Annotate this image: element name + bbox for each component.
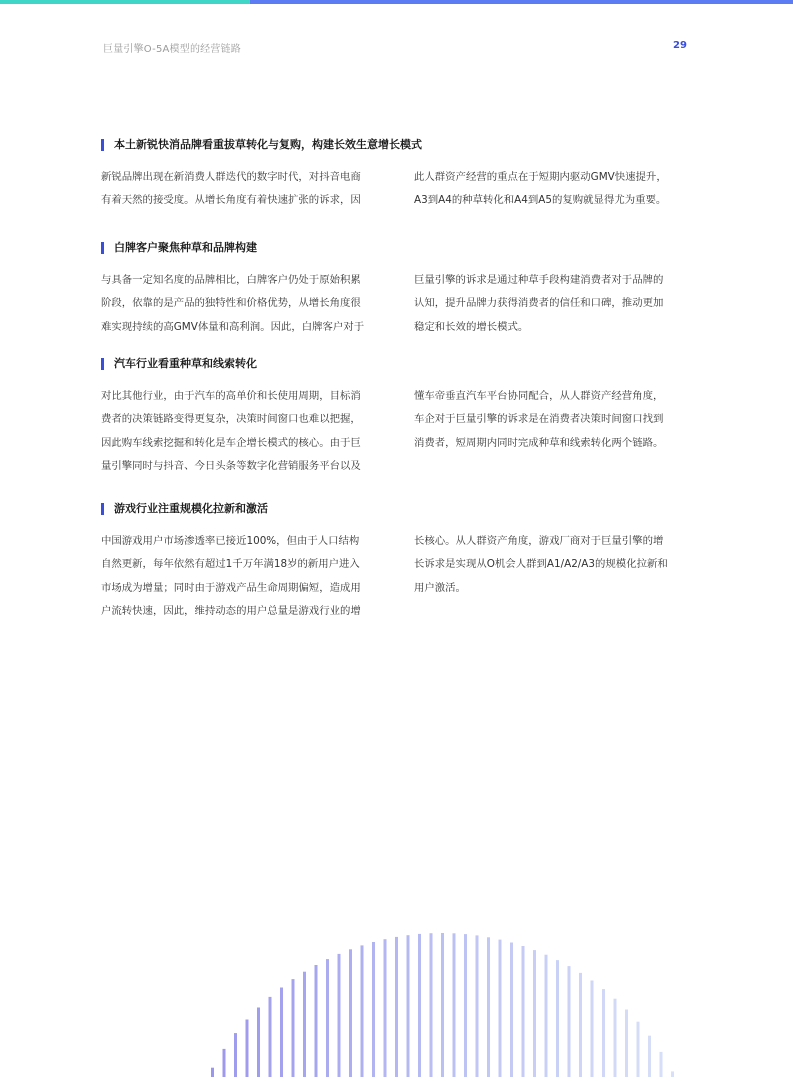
text-line: 难实现持续的高GMV体量和高利润。因此，白牌客户对于 [101, 320, 365, 333]
paragraph-right-column [414, 269, 692, 339]
decorative-stripe [660, 1052, 663, 1077]
paragraph-left-column [101, 166, 383, 213]
text-line: 车企对于巨量引擎的诉求是在消费者决策时间窗口找到 [414, 413, 664, 426]
section-new-brands [101, 138, 691, 207]
decorative-stripe [671, 1071, 674, 1077]
section-heading-text: 白牌客户聚焦种草和品牌构建 [114, 241, 257, 254]
text-line: 自然更新，每年依然有超过1千万年满18岁的新用户进入 [101, 558, 360, 571]
decorative-stripe [476, 935, 479, 1077]
decorative-stripe [602, 989, 605, 1077]
running-header-title: 巨量引擎O-5A模型的经营链路 [103, 44, 241, 55]
text-line: 因此购车线索挖掘和转化是车企增长模式的核心。由于巨 [101, 436, 361, 449]
text-line: 市场成为增量；同时由于游戏产品生命周期偏短，造成用 [101, 581, 361, 594]
decorative-stripe [556, 960, 559, 1077]
decorative-stripe [223, 1049, 226, 1077]
section-heading [101, 138, 691, 152]
decorative-stripe [280, 988, 283, 1078]
text-line: 阶段，依靠的是产品的独特性和价格优势，从增长角度很 [101, 297, 361, 310]
decorative-stripe [384, 939, 387, 1077]
decorative-stripe [303, 972, 306, 1077]
text-line: 对比其他行业，由于汽车的高单价和长使用周期，目标消 [101, 390, 361, 402]
text-line: 与具备一定知名度的品牌相比，白牌客户仍处于原始积累 [101, 274, 361, 286]
decorative-stripe [625, 1010, 628, 1078]
decorative-stripe [648, 1036, 651, 1077]
decorative-stripe [211, 1068, 214, 1077]
decorative-stripe [453, 933, 456, 1077]
section-gaming [101, 502, 691, 617]
decorative-stripe [246, 1020, 249, 1078]
decorative-stripe [533, 950, 536, 1077]
decorative-stripe [637, 1022, 640, 1077]
section-heading-text: 游戏行业注重规模化拉新和激活 [114, 502, 268, 515]
decorative-stripe [234, 1033, 237, 1077]
text-line: 稳定和长效的增长模式。 [414, 320, 529, 333]
section-automotive [101, 357, 691, 472]
paragraph-right-column [414, 166, 692, 213]
decorative-stripe [441, 933, 444, 1077]
decorative-stripe [407, 935, 410, 1077]
paragraph-right-column [414, 385, 692, 455]
section-heading [101, 357, 691, 371]
paragraph-left-column [101, 269, 383, 339]
decorative-stripe [292, 979, 295, 1077]
section-heading-text: 本土新锐快消品牌看重拔草转化与复购，构建长效生意增长模式 [114, 138, 422, 151]
text-line: 此人群资产经营的重点在于短期内驱动GMV快速提升， [414, 171, 667, 183]
decorative-stripe [568, 966, 571, 1077]
paragraph-left-column [101, 530, 383, 623]
decorative-stripe-arc [0, 920, 793, 1077]
decorative-stripe [257, 1008, 260, 1078]
text-line: 费者的决策链路变得更复杂，决策时间窗口也难以把握， [101, 413, 361, 426]
decorative-stripe [510, 943, 513, 1078]
decorative-stripe [418, 934, 421, 1077]
decorative-stripe [487, 937, 490, 1077]
text-line: 巨量引擎的诉求是通过种草手段构建消费者对于品牌的 [414, 274, 664, 286]
text-line: 中国游戏用户市场渗透率已接近100%，但由于人口结构 [101, 535, 360, 547]
decorative-stripe [499, 940, 502, 1077]
section-heading [101, 241, 691, 255]
heading-accent-bar [101, 139, 104, 151]
decorative-stripe [430, 933, 433, 1077]
decorative-stripe [361, 945, 364, 1077]
heading-accent-bar [101, 503, 104, 515]
page-number: 29 [673, 40, 687, 51]
stripe-arc-graphic [0, 920, 793, 1077]
decorative-stripe [349, 949, 352, 1077]
decorative-stripe [545, 955, 548, 1077]
section-heading-text: 汽车行业看重种草和线索转化 [114, 357, 257, 370]
decorative-stripe [614, 999, 617, 1077]
section-white-label [101, 241, 691, 333]
decorative-stripe [522, 946, 525, 1077]
decorative-stripe [269, 997, 272, 1077]
text-line: 新锐品牌出现在新消费人群迭代的数字时代，对抖音电商 [101, 171, 361, 183]
heading-accent-bar [101, 242, 104, 254]
text-line: 量引擎同时与抖音、今日头条等数字化营销服务平台以及 [101, 459, 361, 472]
decorative-stripe [591, 981, 594, 1078]
decorative-stripe [464, 934, 467, 1077]
text-line: 认知，提升品牌力获得消费者的信任和口碑，推动更加 [414, 297, 664, 310]
top-accent-bar [0, 0, 793, 4]
decorative-stripe [315, 965, 318, 1077]
text-line: 有着天然的接受度。从增长角度有着快速扩张的诉求，因 [101, 194, 361, 207]
decorative-stripe [326, 959, 329, 1077]
top-bar-teal-segment [0, 0, 250, 4]
text-line: A3到A4的种草转化和A4到A5的复购就显得尤为重要。 [414, 194, 667, 207]
paragraph-left-column [101, 385, 383, 478]
text-line: 用户激活。 [414, 581, 466, 594]
text-line: 懂车帝垂直汽车平台协同配合，从人群资产经营角度， [414, 390, 664, 402]
decorative-stripe [395, 937, 398, 1077]
section-heading [101, 502, 691, 516]
decorative-stripe [338, 954, 341, 1077]
heading-accent-bar [101, 358, 104, 370]
text-line: 长诉求是实现从O机会人群到A1/A2/A3的规模化拉新和 [414, 558, 668, 571]
text-line: 消费者，短周期内同时完成种草和线索转化两个链路。 [414, 436, 664, 449]
text-line: 长核心。从人群资产角度，游戏厂商对于巨量引擎的增 [414, 535, 664, 547]
decorative-stripe [579, 973, 582, 1077]
decorative-stripe [372, 942, 375, 1077]
text-line: 户流转快速，因此，维持动态的用户总量是游戏行业的增 [101, 604, 361, 617]
paragraph-right-column [414, 530, 692, 600]
top-bar-blue-segment [250, 0, 793, 4]
